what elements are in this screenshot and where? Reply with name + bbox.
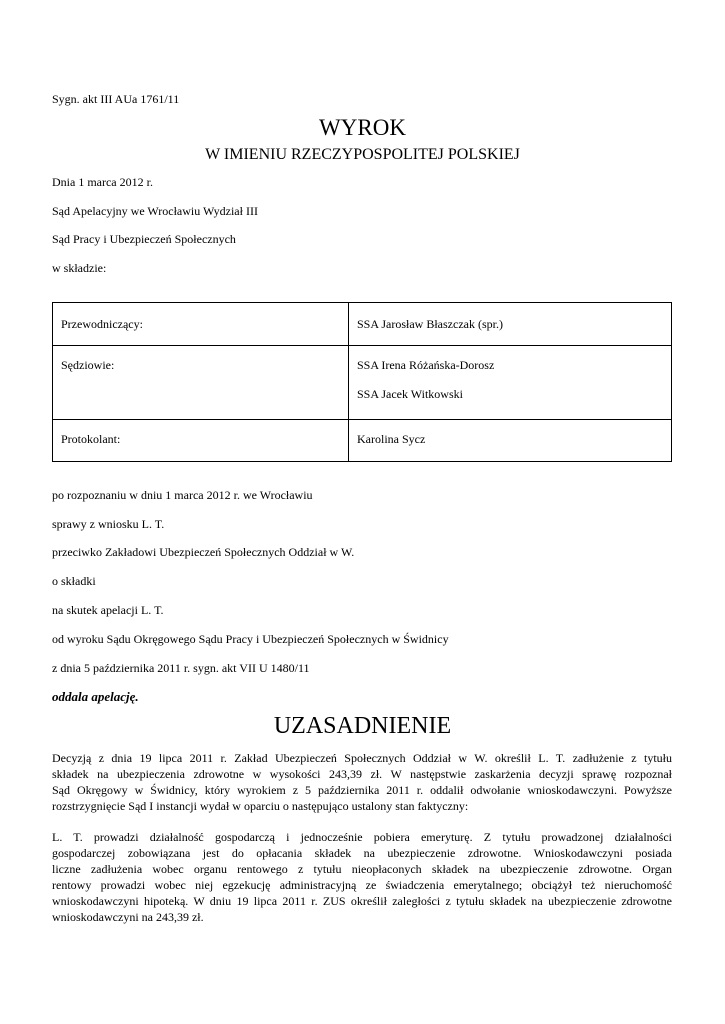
judgment-date: Dnia 1 marca 2012 r.: [52, 175, 153, 189]
table-row: [53, 420, 672, 462]
paragraph-line: wnioskodawczyni hipoteką. W dniu 19 lipca 2011 r. ZUS określił zaległości z tytułu składek na ubezpieczenie zdrowotne: [52, 894, 672, 908]
judgment-title: WYROK: [319, 115, 406, 140]
paragraph-line: Sąd Okręgowy w Świdnicy, który wyrokiem z 5 października 2011 r. oddalił odwołanie wnioskodawczyni. Powyższe: [52, 783, 672, 797]
justification-paragraph-2: [52, 829, 672, 925]
panel-composition-table: [52, 302, 672, 462]
proceedings-line: od wyroku Sądu Okręgowego Sądu Pracy i Ubezpieczeń Społecznych w Świdnicy: [52, 632, 449, 646]
paragraph-line: liczne zadłużenia wobec organu rentowego z tytułu nieopłaconych składek na ubezpieczenie zdrowotne. Organ: [52, 862, 672, 876]
proceedings-line: o składki: [52, 574, 96, 588]
paragraph-line: L. T. prowadzi działalność gospodarczą i jednocześnie pobiera emeryturę. Z tytułu prowadzonej działalności: [52, 830, 672, 844]
panel-member-name: SSA Irena Różańska-Dorosz: [357, 358, 495, 372]
paragraph-line: wnioskodawczyni na 243,39 zł.: [52, 910, 204, 924]
paragraph-line: składek na ubezpieczenia zdrowotne w wysokości 243,39 zł. W następstwie zaskarżenia decyzji sprawę rozpoznał: [52, 767, 672, 781]
composition-label: w składzie:: [52, 261, 107, 275]
justification-heading: UZASADNIENIE: [273, 713, 452, 739]
panel-member-name: SSA Jarosław Błaszczak (spr.): [357, 317, 503, 331]
court-name-line1: Sąd Apelacyjny we Wrocławiu Wydział III: [52, 204, 258, 218]
paragraph-line: rentowy prowadzi wobec niej egzekucję administracyjną ze świadczenia emerytalnego; obciążył też nieruchomość: [52, 878, 672, 892]
proceedings-line: przeciwko Zakładowi Ubezpieczeń Społecznych Oddział w W.: [52, 545, 355, 559]
proceedings-line: po rozpoznaniu w dniu 1 marca 2012 r. we Wrocławiu: [52, 488, 313, 502]
verdict-text: oddala apelację.: [52, 689, 139, 704]
table-row: [53, 346, 672, 420]
panel-names-cell: [349, 303, 672, 346]
paragraph-line: Decyzją z dnia 19 lipca 2011 r. Zakład Ubezpieczeń Społecznych Oddział w W. określił L. T. zadłużenie z tytułu: [52, 751, 672, 765]
panel-member-name: Karolina Sycz: [357, 432, 426, 446]
panel-role-cell: Sędziowie:: [53, 346, 349, 420]
proceedings-line: z dnia 5 października 2011 r. sygn. akt VII U 1480/11: [52, 661, 310, 675]
panel-role-cell: Protokolant:: [53, 420, 349, 462]
case-signature: Sygn. akt III AUa 1761/11: [52, 92, 180, 106]
panel-member-name: SSA Jacek Witkowski: [357, 387, 463, 401]
panel-names-cell: [349, 420, 672, 462]
table-row: [53, 303, 672, 346]
panel-role-cell: Przewodniczący:: [53, 303, 349, 346]
justification-paragraph-1: [52, 750, 672, 814]
judgment-subtitle: W IMIENIU RZECZYPOSPOLITEJ POLSKIEJ: [205, 146, 520, 163]
paragraph-line: gospodarczej zobowiązana jest do opłacania składek na ubezpieczenie zdrowotne. Wnioskodawczyni posiada: [52, 846, 672, 860]
paragraph-line: rozstrzygnięcie Sąd I instancji wydał w oparciu o następująco ustalony stan faktyczny:: [52, 799, 469, 813]
proceedings-line: na skutek apelacji L. T.: [52, 603, 164, 617]
court-name-line2: Sąd Pracy i Ubezpieczeń Społecznych: [52, 232, 236, 246]
panel-names-cell: [349, 346, 672, 420]
proceedings-line: sprawy z wniosku L. T.: [52, 517, 165, 531]
